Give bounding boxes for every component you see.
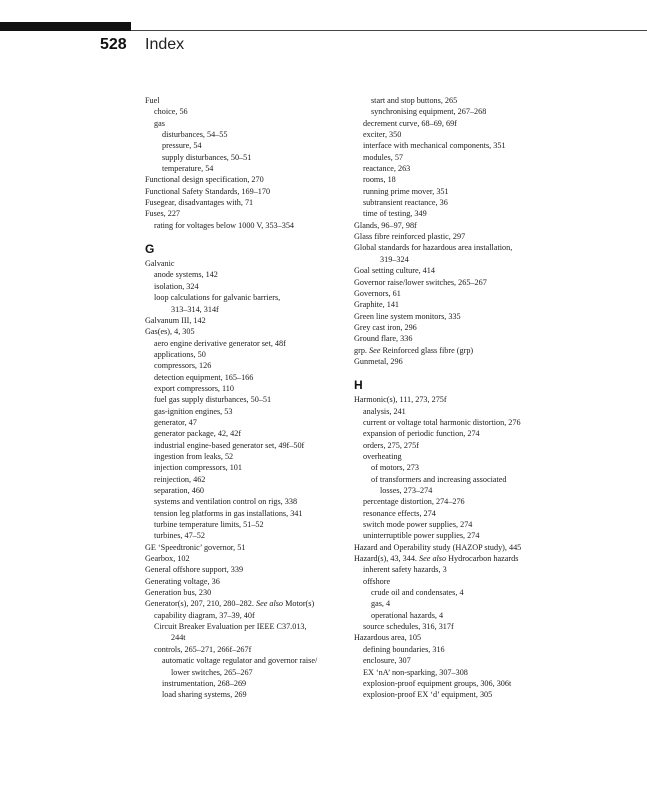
index-entry (145, 140, 360, 151)
index-entry (354, 598, 584, 609)
index-entry (354, 530, 584, 541)
index-entry-text: Ground flare, 336 (354, 334, 413, 344)
index-entry (145, 598, 360, 609)
index-entry-text: overheating (363, 451, 402, 461)
index-entry-text: Hazard and Operability study (HAZOP study), 445 (354, 542, 522, 552)
see-target: Reinforced glass fibre (grp) (380, 345, 474, 355)
index-entry (145, 428, 360, 439)
index-entry (145, 326, 360, 337)
index-column-left (145, 95, 360, 701)
index-entry (145, 360, 360, 371)
index-entry-text: Functional Safety Standards, 169–170 (145, 186, 271, 196)
index-entry-text: Circuit Breaker Evaluation per IEEE C37.013, (154, 622, 307, 632)
index-entry-text: enclosure, 307 (363, 656, 411, 666)
index-entry (354, 129, 584, 140)
index-entry-text: inherent safety hazards, 3 (363, 565, 447, 575)
index-entry (354, 508, 584, 519)
see-reference: See also (419, 554, 447, 564)
index-entry-text: subtransient reactance, 36 (363, 198, 448, 208)
index-entry (145, 610, 360, 621)
index-entry-text: running prime mover, 351 (363, 186, 449, 196)
see-reference: See also (255, 599, 284, 609)
index-entry-text: disturbances, 54–55 (162, 130, 228, 140)
index-entry (354, 288, 584, 299)
index-entry-text: reactance, 263 (363, 164, 411, 174)
index-entry (145, 496, 360, 507)
index-entry (145, 281, 360, 292)
header-rule (131, 30, 647, 31)
index-entry (145, 383, 360, 394)
index-entry (354, 428, 584, 439)
index-entry-text: Hazardous area, 105 (354, 633, 422, 643)
index-entry (145, 106, 360, 117)
index-entry-text: orders, 275, 275f (363, 440, 419, 450)
index-entry-text: instrumentation, 268–269 (162, 678, 247, 688)
index-entry-text: Generator(s), 207, 210, 280–282. (145, 599, 254, 609)
index-entry-text: industrial engine-based generator set, 49f–50f (154, 440, 305, 450)
index-entry (145, 304, 360, 315)
index-entry (354, 519, 584, 530)
see-target: Hydrocarbon hazards (446, 554, 519, 564)
index-entry (354, 564, 584, 575)
index-entry (354, 163, 584, 174)
index-entry-text: resonance effects, 274 (363, 508, 436, 518)
index-entry-text: crude oil and condensates, 4 (371, 588, 464, 598)
index-entry (354, 322, 584, 333)
index-entry-text: explosion-proof equipment groups, 306, 306t (363, 678, 512, 688)
index-entry-text: Global standards for hazardous area installation, (354, 243, 513, 253)
index-entry (145, 474, 360, 485)
index-entry-text: Gas(es), 4, 305 (145, 327, 195, 337)
index-letter-heading: H (354, 378, 363, 393)
index-entry (145, 197, 360, 208)
see-reference: See (369, 345, 381, 355)
header-bar (0, 22, 131, 31)
index-entry-text: reinjection, 462 (154, 474, 206, 484)
index-entry (145, 292, 360, 303)
index-entry (145, 174, 360, 185)
index-entry (354, 440, 584, 451)
index-entry (145, 519, 360, 530)
index-entry (354, 485, 584, 496)
index-entry-text: Generating voltage, 36 (145, 576, 220, 586)
index-entry-text: 313–314, 314f (171, 304, 219, 314)
index-entry (145, 632, 360, 643)
index-entry (145, 406, 360, 417)
index-entry (354, 667, 584, 678)
index-entry-text: explosion-proof EX ‘d’ equipment, 305 (363, 690, 493, 700)
index-entry (145, 152, 360, 163)
index-entry-text: supply disturbances, 50–51 (162, 152, 252, 162)
index-entry (354, 655, 584, 666)
index-entry-text: Glass fibre reinforced plastic, 297 (354, 232, 466, 242)
index-entry (354, 451, 584, 462)
index-entry-text: lower switches, 265–267 (171, 667, 253, 677)
index-entry-text: loop calculations for galvanic barriers, (154, 293, 281, 303)
index-entry-text: current or voltage total harmonic distortion, 276 (363, 417, 521, 427)
index-entry-text: of motors, 273 (371, 463, 419, 473)
index-entry-text: separation, 460 (154, 486, 205, 495)
index-entry (145, 163, 360, 174)
index-entry (354, 462, 584, 473)
index-entry-text: gas, 4 (371, 599, 391, 609)
index-entry-text: Galvanum III, 142 (145, 315, 206, 325)
index-entry (354, 118, 584, 129)
index-entry-text: exciter, 350 (363, 130, 402, 140)
index-entry-text: export compressors, 110 (154, 383, 234, 393)
index-entry-text: detection equipment, 165–166 (154, 372, 254, 382)
index-entry-text: automatic voltage regulator and governor raise/ (162, 656, 318, 666)
index-entry (145, 644, 360, 655)
index-entry (145, 462, 360, 473)
index-entry (145, 678, 360, 689)
page-number: 528 (100, 36, 127, 53)
index-entry-text: isolation, 324 (154, 281, 199, 291)
index-entry (354, 333, 584, 344)
index-entry-text: 244t (171, 633, 186, 643)
index-entry-text: Gunmetal, 296 (354, 356, 403, 366)
index-entry (145, 186, 360, 197)
index-entry (354, 689, 584, 700)
index-entry-text: time of testing, 349 (363, 209, 427, 219)
index-entry-text: compressors, 126 (154, 361, 212, 371)
index-entry-text: gas (154, 118, 165, 128)
index-entry (354, 644, 584, 655)
index-entry (145, 689, 360, 700)
index-entry-text: Gearbox, 102 (145, 554, 190, 564)
index-entry-text: Goal setting culture, 414 (354, 266, 435, 276)
index-entry (145, 258, 360, 269)
index-entry (145, 118, 360, 129)
index-entry-text: rooms, 18 (363, 175, 396, 185)
index-entry (145, 587, 360, 598)
index-entry-text: synchronising equipment, 267–268 (371, 107, 487, 117)
index-entry (354, 242, 584, 253)
index-entry-text: systems and ventilation control on rigs, 338 (154, 497, 298, 507)
index-entry (354, 254, 584, 265)
index-entry (145, 269, 360, 280)
index-entry (145, 485, 360, 496)
index-entry-text: Harmonic(s), 111, 273, 275f (354, 395, 447, 405)
index-entry-text: ingestion from leaks, 52 (154, 451, 234, 461)
index-letter-heading: G (145, 242, 155, 257)
index-entry-text: Fuel (145, 96, 160, 105)
index-entry (145, 129, 360, 140)
index-entry (354, 610, 584, 621)
index-entry (145, 338, 360, 349)
index-entry-text: injection compressors, 101 (154, 463, 242, 473)
index-entry (145, 564, 360, 575)
index-entry (354, 106, 584, 117)
index-entry (145, 621, 360, 632)
index-entry-text: fuel gas supply disturbances, 50–51 (154, 395, 272, 405)
index-entry (354, 576, 584, 587)
index-entry (354, 496, 584, 507)
index-entry-text: Grey cast iron, 296 (354, 322, 417, 332)
index-entry (145, 542, 360, 553)
index-entry (145, 530, 360, 541)
index-entry (354, 394, 584, 405)
index-entry (354, 231, 584, 242)
see-target: Motor(s) (283, 599, 315, 609)
index-entry (145, 95, 360, 106)
index-entry-text: Green line system monitors, 335 (354, 311, 461, 321)
index-entry (354, 186, 584, 197)
index-entry (354, 621, 584, 632)
index-entry (145, 315, 360, 326)
index-entry-text: 319–324 (380, 254, 409, 264)
index-entry (354, 299, 584, 310)
index-entry (354, 152, 584, 163)
index-entry (354, 356, 584, 367)
index-entry (145, 576, 360, 587)
index-entry (354, 632, 584, 643)
index-entry-text: turbine temperature limits, 51–52 (154, 520, 264, 530)
index-entry-text: tension leg platforms in gas installations, 341 (154, 508, 303, 518)
index-entry-text: capability diagram, 37–39, 40f (154, 610, 255, 620)
index-entry-text: of transformers and increasing associated (371, 474, 507, 484)
index-entry-text: Glands, 96–97, 98f (354, 220, 417, 230)
index-entry-text: generator package, 42, 42f (154, 429, 242, 439)
index-entry (354, 174, 584, 185)
index-entry (354, 678, 584, 689)
index-entry-text: defining boundaries, 316 (363, 644, 445, 654)
index-entry-text: Fusegear, disadvantages with, 71 (145, 198, 254, 208)
index-entry-text: General offshore support, 339 (145, 565, 244, 575)
index-entry-text: start and stop buttons, 265 (371, 96, 458, 105)
index-entry (145, 508, 360, 519)
index-entry (145, 451, 360, 462)
index-entry-text: decrement curve, 68–69, 69f (363, 118, 457, 128)
index-entry (354, 406, 584, 417)
index-entry (145, 440, 360, 451)
index-entry (354, 345, 584, 356)
index-entry (354, 208, 584, 219)
index-entry (145, 553, 360, 564)
index-entry (354, 311, 584, 322)
index-entry-text: uninterruptible power supplies, 274 (363, 531, 480, 541)
index-entry-text: modules, 57 (363, 152, 404, 162)
index-entry (354, 140, 584, 151)
index-entry-text: Generation bus, 230 (145, 588, 212, 598)
index-entry-text: Fuses, 227 (145, 209, 181, 219)
index-entry (354, 542, 584, 553)
index-entry-text: switch mode power supplies, 274 (363, 520, 473, 530)
running-head-title: Index (145, 36, 185, 53)
index-entry (145, 220, 360, 231)
index-entry-text: expansion of periodic function, 274 (363, 429, 480, 439)
index-entry-text: Governors, 61 (354, 288, 401, 298)
index-column-right (354, 95, 584, 701)
index-entry-text: analysis, 241 (363, 406, 406, 416)
index-entry-text: Functional design specification, 270 (145, 175, 264, 185)
index-entry-text: Galvanic (145, 259, 175, 269)
index-entry-text: aero engine derivative generator set, 48f (154, 338, 286, 348)
index-entry-text: offshore (363, 576, 391, 586)
index-entry (354, 277, 584, 288)
index-entry-text: rating for voltages below 1000 V, 353–354 (154, 220, 295, 230)
index-entry-text: load sharing systems, 269 (162, 690, 247, 700)
index-entry (354, 220, 584, 231)
index-entry-text: EX ‘nA’ non-sparking, 307–308 (363, 667, 468, 677)
index-entry (145, 655, 360, 666)
index-entry (145, 394, 360, 405)
index-entry-text: temperature, 54 (162, 164, 214, 174)
index-entry-text: gas-ignition engines, 53 (154, 406, 233, 416)
index-entry (354, 474, 584, 485)
index-entry-text: operational hazards, 4 (371, 610, 444, 620)
index-entry (354, 553, 584, 564)
index-entry (354, 95, 584, 106)
index-entry (354, 197, 584, 208)
index-entry (145, 667, 360, 678)
index-entry-text: turbines, 47–52 (154, 531, 205, 541)
index-entry-text: controls, 265–271, 266f–267f (154, 644, 252, 654)
index-entry-text: applications, 50 (154, 349, 206, 359)
index-entry (145, 372, 360, 383)
index-entry-text: Governor raise/lower switches, 265–267 (354, 277, 487, 287)
index-entry-text: source schedules, 316, 317f (363, 622, 454, 632)
index-entry (145, 349, 360, 360)
index-entry-text: GE ‘Speedtronic’ governor, 51 (145, 542, 246, 552)
index-entry-text: anode systems, 142 (154, 270, 218, 280)
index-entry-text: losses, 273–274 (380, 486, 433, 495)
index-entry (354, 417, 584, 428)
index-entry (145, 208, 360, 219)
index-entry (354, 265, 584, 276)
index-entry-text: pressure, 54 (162, 141, 202, 151)
index-entry-text: generator, 47 (154, 417, 197, 427)
index-entry-text: interface with mechanical components, 351 (363, 141, 506, 151)
index-entry-text: percentage distortion, 274–276 (363, 497, 465, 507)
index-entry (145, 417, 360, 428)
index-entry-text: grp. (354, 345, 367, 355)
index-entry-text: Graphite, 141 (354, 300, 400, 310)
index-entry-text: choice, 56 (154, 107, 188, 117)
index-entry-text: Hazard(s), 43, 344. (354, 554, 417, 564)
index-entry (354, 587, 584, 598)
